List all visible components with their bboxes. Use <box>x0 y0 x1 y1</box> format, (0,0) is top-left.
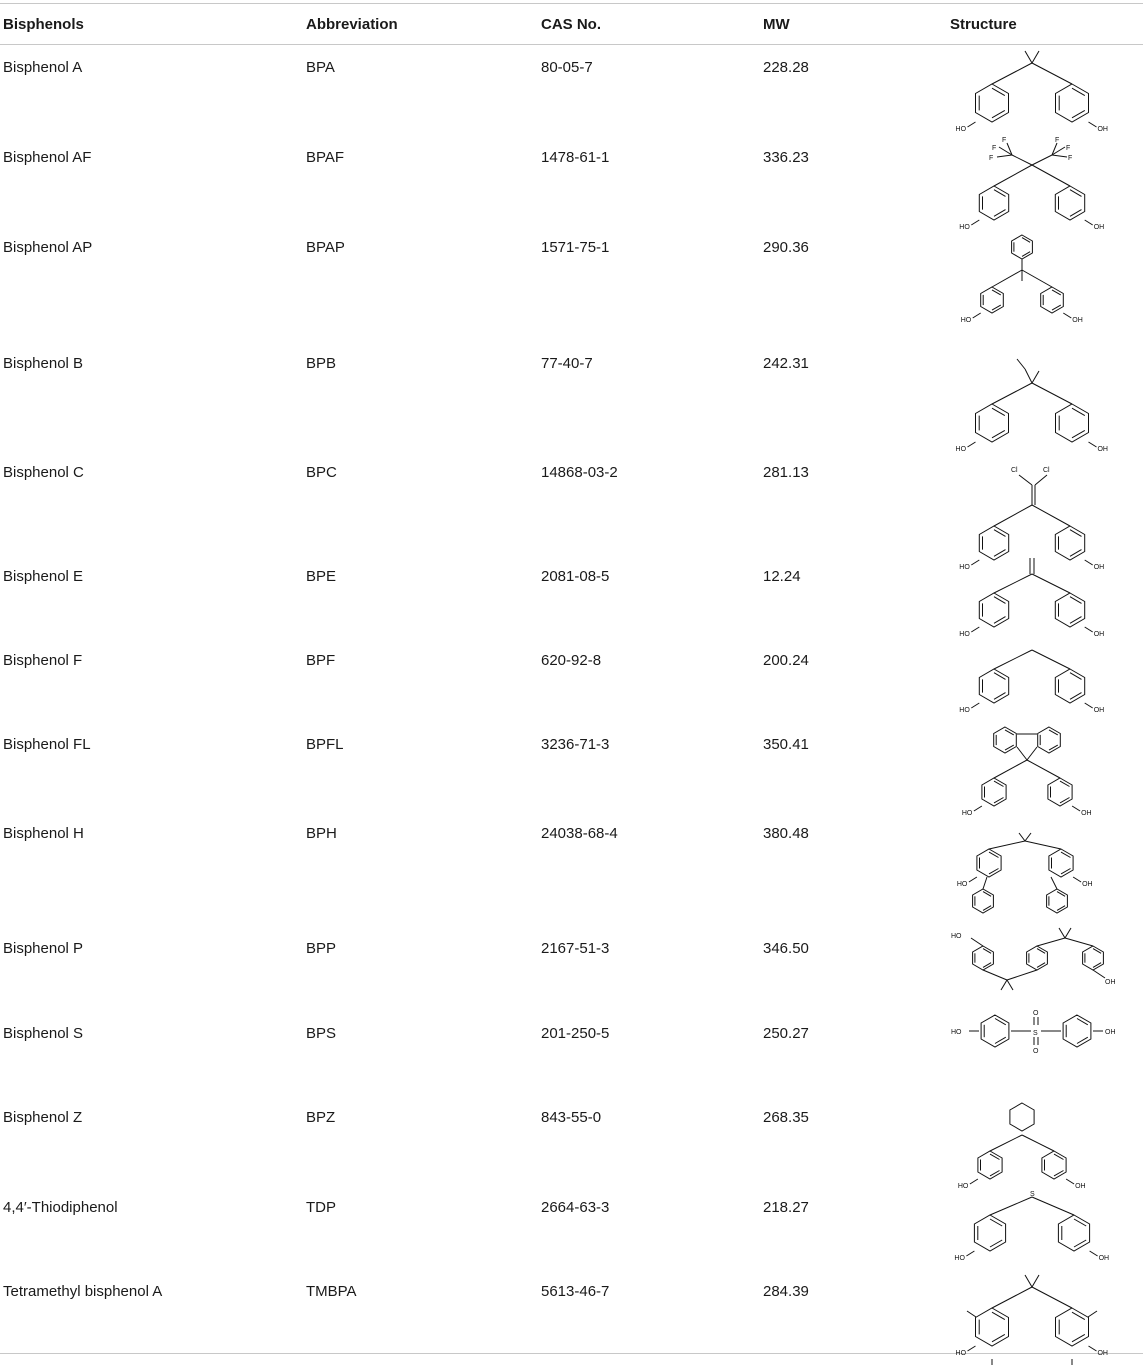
cell-mw: 380.48 <box>763 824 809 842</box>
hydroxyl-atom-label: HO <box>955 126 967 133</box>
cell-mw: 228.28 <box>763 59 809 76</box>
table-row <box>0 554 1143 638</box>
hydroxyl_right-atom-label: OH <box>1093 630 1105 638</box>
bpaf-structure <box>947 135 1137 231</box>
cell-abbreviation: BPS <box>306 1024 337 1042</box>
fluorine-atom-label: F <box>992 144 997 152</box>
hydroxyl-atom-label: HO <box>955 1349 967 1357</box>
hydroxyl_right-atom-label: OH <box>1093 223 1105 231</box>
oxygen-atom-label: O <box>1033 1047 1039 1055</box>
hydroxyl_right-atom-label: OH <box>1097 1349 1108 1357</box>
bisphenols-table <box>0 3 1143 1357</box>
cell-abbreviation: BPAP <box>306 238 345 256</box>
header-cas-no: CAS No. <box>541 15 601 33</box>
cell-abbreviation: TMBPA <box>306 1282 357 1300</box>
table-row <box>0 638 1143 722</box>
cell-bisphenol-name: Bisphenol AP <box>3 238 93 256</box>
cell-abbreviation: BPAF <box>306 148 345 166</box>
cell-mw: 281.13 <box>763 463 809 481</box>
hydroxyl-atom-label: HO <box>954 1254 965 1262</box>
hydroxyl_right-atom-label: OH <box>1098 1254 1110 1262</box>
cell-bisphenol-name: 4,4′-Thiodiphenol <box>3 1198 118 1216</box>
cell-structure <box>947 811 1143 926</box>
cell-abbreviation: BPC <box>306 463 337 481</box>
table-row <box>0 135 1143 225</box>
cell-abbreviation: BPP <box>306 939 337 957</box>
chlorine-atom-label: Cl <box>1043 466 1050 474</box>
cell-cas-no: 1571-75-1 <box>541 238 610 256</box>
cell-cas-no: 2167-51-3 <box>541 939 610 957</box>
bpe-structure <box>947 554 1137 638</box>
hydroxyl-atom-label: HO <box>959 706 970 714</box>
cell-cas-no: 24038-68-4 <box>541 824 618 842</box>
oxygen-atom-label: O <box>1033 1009 1039 1017</box>
cell-mw: 250.27 <box>763 1024 809 1042</box>
fluorine-atom-label: F <box>989 154 994 162</box>
hydroxyl_right-atom-label: OH <box>1105 978 1116 986</box>
cell-structure <box>947 722 1143 817</box>
cell-mw: 346.50 <box>763 939 809 957</box>
cell-abbreviation: BPB <box>306 354 337 372</box>
cell-abbreviation: BPZ <box>306 1108 336 1126</box>
tdp-structure <box>947 1182 1137 1262</box>
cell-mw: 242.31 <box>763 354 809 372</box>
cell-mw: 336.23 <box>763 148 809 166</box>
cell-cas-no: 620-92-8 <box>541 651 602 669</box>
cell-structure <box>947 1011 1143 1095</box>
table-row <box>0 926 1143 1011</box>
hydroxyl-atom-label: HO <box>961 809 973 817</box>
hydroxyl_right-atom-label: OH <box>1105 1028 1116 1036</box>
bpfl-structure <box>947 722 1137 817</box>
hydroxyl-atom-label: HO <box>951 932 962 940</box>
cell-cas-no: 1478-61-1 <box>541 148 610 166</box>
cell-abbreviation: BPH <box>306 824 337 842</box>
table-row <box>0 45 1143 135</box>
hydroxyl-atom-label: HO <box>951 1028 962 1036</box>
cell-cas-no: 80-05-7 <box>541 59 593 76</box>
cell-abbreviation: BPE <box>306 567 337 585</box>
table-row <box>0 1185 1143 1269</box>
cell-bisphenol-name: Bisphenol A <box>3 59 83 76</box>
cell-structure <box>947 1269 1143 1357</box>
cell-bisphenol-name: Bisphenol E <box>3 567 84 585</box>
cell-mw: 12.24 <box>763 567 801 585</box>
sulfur-atom-label: S <box>1033 1029 1038 1037</box>
table-row <box>0 450 1143 554</box>
cell-structure <box>947 638 1143 722</box>
table-row <box>0 811 1143 926</box>
hydroxyl_right-atom-label: OH <box>1081 809 1092 817</box>
hydroxyl_right-atom-label: OH <box>1097 445 1108 453</box>
cell-cas-no: 3236-71-3 <box>541 735 610 753</box>
bpz-structure <box>947 1095 1137 1190</box>
sulfur-atom-label: S <box>1030 1190 1035 1198</box>
table-row <box>0 722 1143 811</box>
cell-bisphenol-name: Bisphenol AF <box>3 148 92 166</box>
cell-bisphenol-name: Bisphenol H <box>3 824 84 842</box>
header-structure: Structure <box>950 15 1017 33</box>
cell-structure <box>947 45 1143 135</box>
fluorine-atom-label: F <box>1066 144 1071 152</box>
cell-structure <box>947 341 1143 453</box>
hydroxyl-atom-label: HO <box>959 563 970 571</box>
cell-structure <box>947 450 1143 571</box>
cell-bisphenol-name: Bisphenol F <box>3 651 83 669</box>
table-header-row <box>0 4 1143 45</box>
cell-abbreviation: BPFL <box>306 735 344 753</box>
cell-cas-no: 14868-03-2 <box>541 463 618 481</box>
bps-structure <box>947 1011 1137 1063</box>
bpa-structure <box>947 45 1137 133</box>
cell-cas-no: 201-250-5 <box>541 1024 610 1042</box>
table-row <box>0 1269 1143 1354</box>
cell-abbreviation: BPF <box>306 651 336 669</box>
cell-mw: 290.36 <box>763 238 809 256</box>
hydroxyl_right-atom-label: OH <box>1082 880 1093 888</box>
hydroxyl-atom-label: HO <box>955 445 967 453</box>
cell-structure <box>947 225 1143 341</box>
cell-mw: 284.39 <box>763 1282 809 1300</box>
fluorine-atom-label: F <box>1002 136 1007 144</box>
bpc-structure <box>947 450 1137 571</box>
hydroxyl_right-atom-label: OH <box>1093 563 1105 571</box>
cell-structure <box>947 1182 1143 1269</box>
header-bisphenols: Bisphenols <box>3 15 84 33</box>
cell-abbreviation: TDP <box>306 1198 336 1216</box>
cell-mw: 218.27 <box>763 1198 809 1216</box>
cell-mw: 350.41 <box>763 735 809 753</box>
cell-bisphenol-name: Bisphenol S <box>3 1024 84 1042</box>
cell-structure <box>947 554 1143 638</box>
cell-cas-no: 2081-08-5 <box>541 567 610 585</box>
hydroxyl-atom-label: HO <box>956 880 968 888</box>
header-abbreviation: Abbreviation <box>306 15 398 33</box>
cell-cas-no: 5613-46-7 <box>541 1282 610 1300</box>
hydroxyl-atom-label: HO <box>959 223 970 231</box>
cell-bisphenol-name: Bisphenol FL <box>3 735 91 753</box>
table-row <box>0 1095 1143 1185</box>
hydroxyl_right-atom-label: OH <box>1075 1182 1086 1190</box>
hydroxyl_right-atom-label: OH <box>1093 706 1105 714</box>
cell-mw: 268.35 <box>763 1108 809 1126</box>
cell-bisphenol-name: Bisphenol Z <box>3 1108 83 1126</box>
bpb-structure <box>947 341 1137 453</box>
cell-structure <box>947 926 1143 1011</box>
cell-structure <box>947 1095 1143 1190</box>
cell-abbreviation: BPA <box>306 59 335 76</box>
chlorine-atom-label: Cl <box>1011 466 1018 474</box>
cell-bisphenol-name: Bisphenol C <box>3 463 84 481</box>
table-row <box>0 225 1143 341</box>
fluorine-atom-label: F <box>1068 154 1073 162</box>
cell-mw: 200.24 <box>763 651 809 669</box>
bpf-structure <box>947 638 1137 714</box>
bph-structure <box>947 811 1137 921</box>
bpap-structure <box>947 225 1137 324</box>
cell-cas-no: 843-55-0 <box>541 1108 602 1126</box>
hydroxyl-atom-label: HO <box>959 630 970 638</box>
header-mw: MW <box>763 15 790 33</box>
fluorine-atom-label: F <box>1055 136 1060 144</box>
hydroxyl-atom-label: HO <box>957 1182 969 1190</box>
tmbpa-structure <box>947 1269 1137 1357</box>
cell-bisphenol-name: Bisphenol B <box>3 354 84 372</box>
cell-structure <box>947 135 1143 231</box>
cell-bisphenol-name: Bisphenol P <box>3 939 84 957</box>
cell-bisphenol-name: Tetramethyl bisphenol A <box>3 1282 163 1300</box>
bpp-structure <box>947 926 1137 996</box>
hydroxyl-atom-label: HO <box>960 316 972 324</box>
cell-cas-no: 2664-63-3 <box>541 1198 610 1216</box>
table-row <box>0 1011 1143 1095</box>
hydroxyl_right-atom-label: OH <box>1072 316 1083 324</box>
cell-cas-no: 77-40-7 <box>541 354 593 372</box>
hydroxyl_right-atom-label: OH <box>1097 126 1108 133</box>
table-row <box>0 341 1143 450</box>
